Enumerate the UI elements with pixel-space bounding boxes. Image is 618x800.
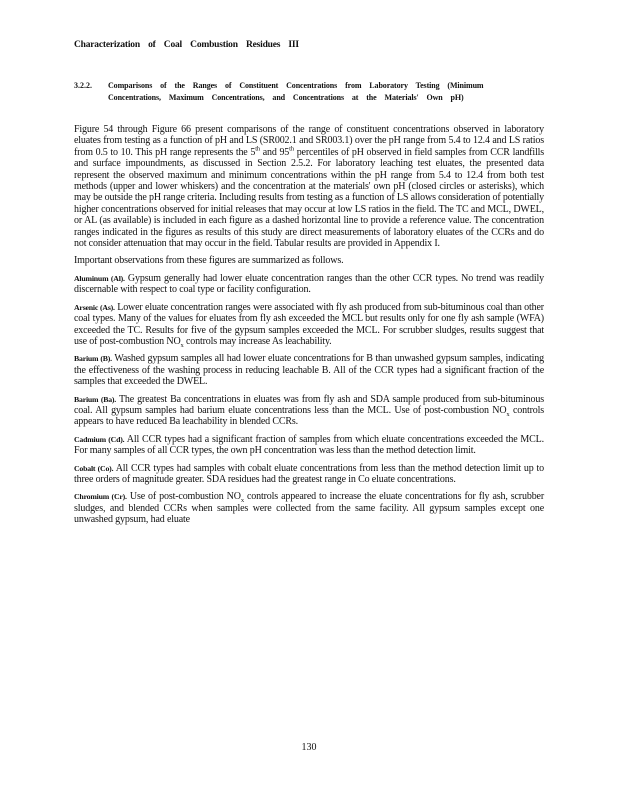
intro-paragraph: Figure 54 through Figure 66 present comparisons of the range of constituent concentrations observed in laboratory eluates from testing as a function of pH and LS (SR002.1 and SR003.1) over the pH range from 5.4 to 12.4 and LS ratios from 0.5 to 10. This pH range represents the 5th and 95th percentiles of pH observed in field samples from CCR landfills and surface impoundments, as discussed in Section 2.5.2. For laboratory leaching test eluates, the presented data represent the observed maximum and minimum concentrations within the pH range from 5.4 to 12.4 from both test methods (upper and lower whiskers) and the concentration at the materials' own pH (closed circles or asterisks), which may be outside the pH range criteria. Including results from testing as a function of LS allows consideration of potentially higher concentrations observed for initial releases that may occur at low LS ratios in the field. The TC and MCL, DWEL, or AL (as available) is included in each figure as a dashed horizontal line to provide a reference value. The concentration ranges indicated in the figures as results of this study are direct measurements of laboratory eluates of the CCRs and do not consider attenuation that may occur in the field. Tabular results are provided in Appendix I. [74,124,544,250]
observation-cobalt: Cobalt (Co). All CCR types had samples with cobalt eluate concentrations from less than the method detection limit up to three orders of magnitude greater. SDA residues had the greatest range in Co eluate concentrations. [74,462,544,485]
observation-lead: Cadmium (Cd). [74,434,125,444]
observation-barium: Barium (Ba). The greatest Ba concentrations in eluates was from fly ash and SDA sample produced from sub-bituminous coal. All gypsum samples had barium eluate concentrations less than the MCL. Use of post-combustion $NO_x$ controls appears to have reduced Ba leachability in blended CCRs. [74,393,544,428]
observation-lead: Barium (B). [74,354,112,364]
observation-lead: Cobalt (Co). [74,463,114,473]
section-title: Comparisons of the Ranges of Constituent Concentrations from Laboratory Testing (Minimum Concentrations, Maximum Concentrations, and Concentrations at the Materials' Own pH) [108,81,484,102]
section-heading [74,80,544,104]
running-header: Characterization of Coal Combustion Residues III [74,40,299,50]
observation-lead: Barium (Ba). [74,394,117,404]
observation-arsenic: Arsenic (As). Lower eluate concentration ranges were associated with fly ash produced from sub-bituminous coal than other coal types. Many of the values for eluates from fly ash exceeded the MCL but results only for one fly ash sample (WFA) exceeded the TC. Results for five of the gypsum samples exceeded the MCL. For scrubber sludges, results suggest that use of post-combustion $NO_x$ controls may increase As leachability. [74,301,544,349]
observation-cadmium: Cadmium (Cd). All CCR types had a significant fraction of samples from which eluate concentrations exceeded the MCL. For many samples of all CCR types, the own pH concentration was less than the method detection limit. [74,433,544,457]
observation-chromium: Chromium (Cr). Use of post-combustion $NO_x$ controls appeared to increase the eluate concentrations for fly ash, scrubber sludges, and blended CCRs when samples were collected from the same facility. All gypsum samples except one unwashed gypsum, had eluate [74,491,545,526]
section-number: 3.2.2. [74,81,92,90]
page-number: 130 [301,742,317,753]
observation-lead: Chromium (Cr). [74,492,127,502]
body-text [74,124,544,532]
observation-lead: Arsenic (As). [74,302,115,312]
observation-boron: Barium (B). Washed gypsum samples all had lower eluate concentrations for B than unwashed gypsum samples, indicating the effectiveness of the washing process in reducing leachable B. All of the CCR types had a significant fraction of the samples that exceeded the DWEL. [74,353,544,388]
summary-intro-paragraph: Important observations from these figures are summarized as follows. [74,255,344,267]
observation-aluminum: Aluminum (Al). Gypsum generally had lower eluate concentration ranges than the other CCR types. No trend was readily discernable with respect to coal type or facility configuration. [74,272,544,296]
observation-lead: Aluminum (Al). [74,273,125,283]
